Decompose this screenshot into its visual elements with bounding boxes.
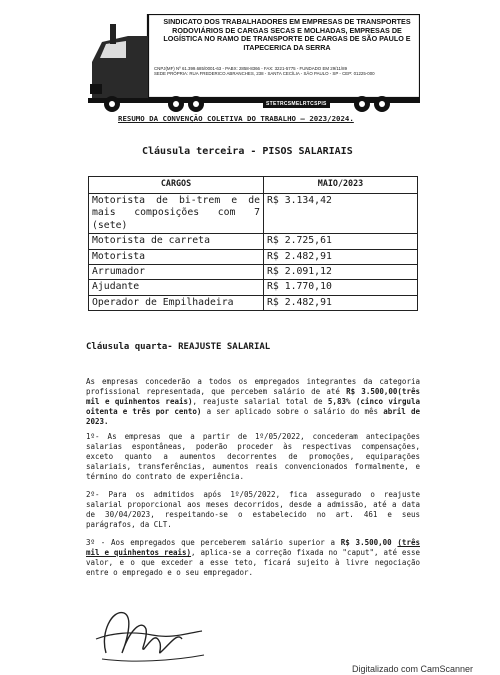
p1-month: abril de 2023. bbox=[86, 407, 420, 426]
salary-cell: R$ 2.725,61 bbox=[264, 234, 418, 249]
scanner-watermark: Digitalizado com CamScanner bbox=[352, 664, 474, 674]
signature bbox=[92, 603, 212, 665]
summary-title: RESUMO DA CONVENÇÃO COLETIVA DO TRABALHO – 2023/2024. bbox=[118, 114, 354, 123]
salary-table bbox=[88, 176, 418, 311]
clause4-paragraph-2: 2º- Para os admitidos após 1º/05/2022, fica assegurado o reajuste salarial proporcional aos meses decorridos, desde a admissão, até a data de 30/04/2023, respeitando-se o estabelecido no art. 461 e seus parágrafos, da CLT. bbox=[86, 490, 420, 529]
cargo-cell: Ajudante bbox=[89, 280, 264, 295]
letterhead bbox=[88, 14, 420, 112]
union-details bbox=[154, 66, 420, 77]
clause4-title: Cláusula quarta- REAJUSTE SALARIAL bbox=[86, 342, 271, 352]
salary-cell: R$ 3.134,42 bbox=[264, 194, 418, 234]
clause4-paragraph-main bbox=[86, 377, 420, 427]
clause4-paragraph-3 bbox=[86, 538, 420, 578]
p1-text-a: As empresas concederão a todos os empregados integrantes da categoria profissional representada, que percebem salário de até bbox=[86, 377, 420, 396]
table-header-row bbox=[89, 177, 418, 194]
p1-percentage: 5,83% (cinco virgula oitenta e três por cento) bbox=[86, 397, 421, 416]
header-cargos: CARGOS bbox=[89, 177, 264, 194]
clause3-title: Cláusula terceira - PISOS SALARIAIS bbox=[142, 146, 353, 157]
salary-cell: R$ 2.482,91 bbox=[264, 249, 418, 264]
p4-amount-words: (três mil e quinhentos reais) bbox=[86, 538, 420, 557]
salary-cell: R$ 1.770,10 bbox=[264, 280, 418, 295]
table-row bbox=[89, 265, 418, 280]
cargo-cell: Arrumador bbox=[89, 265, 264, 280]
salary-cell: R$ 2.091,12 bbox=[264, 265, 418, 280]
cargo-cell: Motorista de bi-trem e de mais composições com 7 (sete) bbox=[89, 194, 264, 234]
clause4-paragraph-1: 1º- As empresas que a partir de 1º/05/2022, concederam antecipações salarias espontâneas, poderão proceder às respectivas compensações, exceto quanto a aumentos decorrentes de promoções, equiparações salariais, transferências, aumentos reais convencionados formalmente, e término do contrato de experiência. bbox=[86, 432, 420, 481]
p4-amount: R$ 3.500,00 bbox=[340, 538, 392, 547]
p4-text-a: 3º - Aos empregados que perceberem salário superior a bbox=[86, 538, 341, 547]
truck-plate: STETRCSMELRTCSPIS bbox=[263, 101, 330, 108]
salary-cell: R$ 2.482,91 bbox=[264, 295, 418, 310]
cargo-cell: Motorista bbox=[89, 249, 264, 264]
cargo-cell: Motorista de carreta bbox=[89, 234, 264, 249]
union-name: SINDICATO DOS TRABALHADORES EM EMPRESAS DE TRANSPORTES RODOVIÁRIOS DE CARGAS SECAS E MOLHADAS, EMPRESAS DE LOGÍSTICA NO RAMO DE TRANSPORTE DE CARGAS DE SÃO PAULO E ITAPECERICA DA SERRA bbox=[163, 17, 411, 52]
p4-text-e: , aplica-se a correção fixada no "caput", até esse valor, e o que exceder a esse teto, ficará sujeito à livre negociação entre o empregado e o seu empregador. bbox=[86, 548, 420, 577]
p1-text-c: , reajuste salarial total de bbox=[192, 397, 328, 406]
union-details-line2: SEDE PRÓPRIA: RUA FREDERICO ABRANCHES, 238 - SANTA CECÍLIA - SÃO PAULO - SP - CEP: 01225-000 bbox=[154, 71, 375, 77]
p1-text-e: a ser aplicado sobre o salário do mês bbox=[201, 407, 384, 416]
table-row bbox=[89, 194, 418, 234]
table-row bbox=[89, 234, 418, 249]
union-details-line1: CNPJ(MF) Nº 61.399.685/0001-63 - PABX: 2858-8366 - FAX: 3221-5775 - FUNDADO EM 29/11/89 bbox=[154, 66, 348, 71]
p1-amount: R$ 3.500,00(três mil e quinhentos reais) bbox=[86, 387, 420, 406]
table-row bbox=[89, 280, 418, 295]
table-row bbox=[89, 295, 418, 310]
cargo-cell: Operador de Empilhadeira bbox=[89, 295, 264, 310]
header-date: MAIO/2023 bbox=[264, 177, 418, 194]
table-row bbox=[89, 249, 418, 264]
